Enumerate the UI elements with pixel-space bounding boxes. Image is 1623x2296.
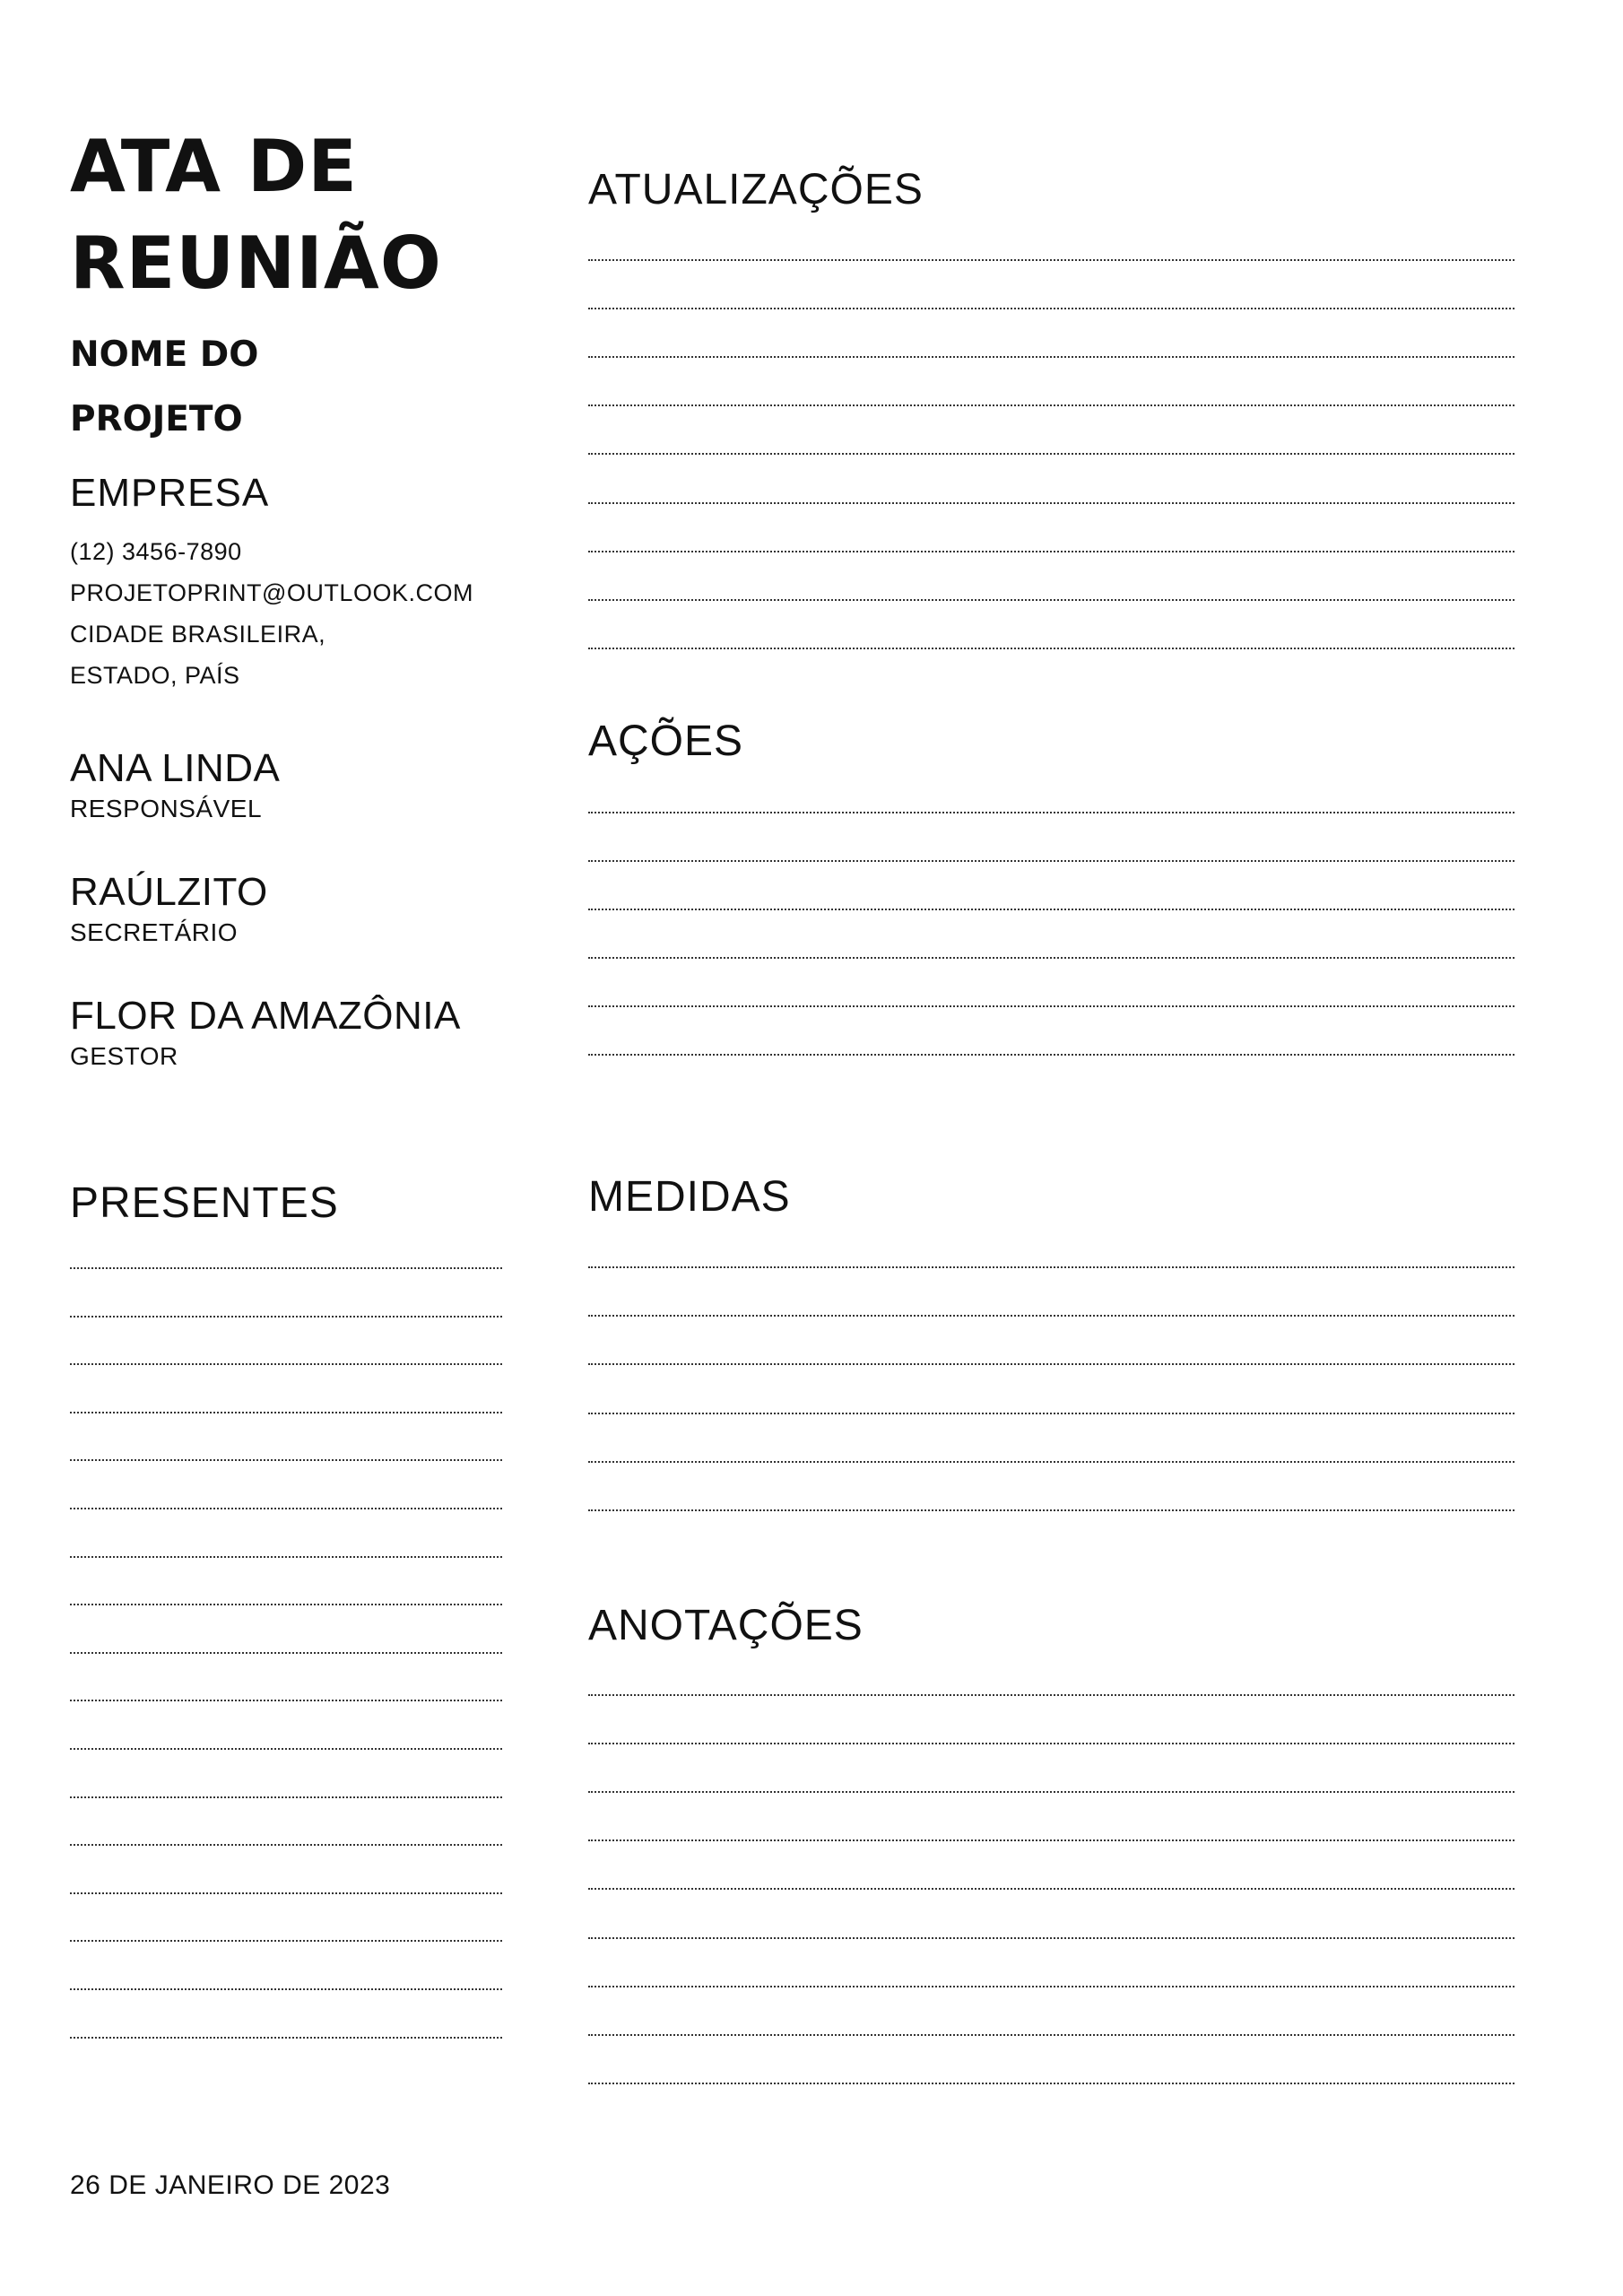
section-heading-acoes: AÇÕES: [588, 718, 744, 765]
writing-line: [588, 909, 1515, 910]
person-block: [70, 868, 536, 949]
writing-line: [70, 1604, 502, 1605]
project-line-2: PROJETO: [70, 399, 243, 439]
title-line-2: REUNIÃO: [70, 222, 442, 305]
writing-line: [70, 1844, 502, 1846]
writing-line: [588, 1791, 1515, 1793]
writing-line: [588, 453, 1515, 455]
writing-line: [70, 1459, 502, 1461]
writing-line: [588, 1509, 1515, 1511]
writing-line: [588, 1461, 1515, 1463]
document-title: [70, 118, 500, 312]
company-address-line-2: ESTADO, PAÍS: [70, 662, 240, 689]
writing-line: [588, 404, 1515, 406]
writing-line: [70, 1796, 502, 1798]
person-name: FLOR DA AMAZÔNIA: [70, 994, 461, 1038]
person-role: RESPONSÁVEL: [70, 795, 263, 822]
writing-line: [70, 1748, 502, 1750]
title-line-1: ATA DE: [70, 125, 358, 208]
section-heading-anotacoes: ANOTAÇÕES: [588, 1602, 864, 1649]
company-phone: (12) 3456-7890: [70, 538, 242, 565]
writing-line: [588, 1839, 1515, 1841]
writing-line: [70, 1652, 502, 1654]
writing-line: [588, 1694, 1515, 1696]
footer-date: 26 DE JANEIRO DE 2023: [70, 2170, 391, 2200]
writing-line: [588, 1363, 1515, 1365]
writing-line: [70, 1892, 502, 1894]
writing-line: [70, 1508, 502, 1509]
writing-line: [588, 356, 1515, 358]
writing-line: [70, 1267, 502, 1269]
writing-line: [588, 957, 1515, 959]
writing-line: [588, 1937, 1515, 1939]
writing-line: [588, 648, 1515, 649]
writing-line: [588, 259, 1515, 261]
writing-line: [70, 1363, 502, 1365]
writing-line: [588, 2083, 1515, 2084]
person-name: RAÚLZITO: [70, 870, 268, 914]
writing-line: [70, 1988, 502, 1990]
person-role: SECRETÁRIO: [70, 918, 239, 946]
writing-line: [70, 1700, 502, 1701]
section-heading-presentes: PRESENTES: [70, 1179, 339, 1227]
writing-line: [588, 1413, 1515, 1414]
person-role: GESTOR: [70, 1042, 178, 1070]
person-block: [70, 992, 536, 1073]
writing-line: [588, 1743, 1515, 1744]
company-email: PROJETOPRINT@OUTLOOK.COM: [70, 579, 473, 606]
company-address-line-1: CIDADE BRASILEIRA,: [70, 621, 326, 648]
person-block: [70, 744, 536, 825]
writing-line: [588, 1054, 1515, 1056]
writing-line: [588, 812, 1515, 813]
writing-line: [588, 1005, 1515, 1007]
writing-line: [70, 1556, 502, 1558]
writing-line: [588, 1888, 1515, 1890]
section-heading-atualizacoes: ATUALIZAÇÕES: [588, 166, 924, 213]
writing-line: [70, 2037, 502, 2039]
company-name: EMPRESA: [70, 471, 270, 515]
project-line-1: NOME DO: [70, 335, 259, 375]
writing-line: [588, 1986, 1515, 1987]
writing-line: [588, 599, 1515, 601]
section-heading-medidas: MEDIDAS: [588, 1173, 791, 1221]
writing-line: [588, 860, 1515, 862]
writing-line: [588, 308, 1515, 309]
writing-line: [588, 1315, 1515, 1317]
writing-line: [70, 1412, 502, 1413]
writing-line: [588, 1266, 1515, 1268]
writing-line: [70, 1316, 502, 1318]
person-name: ANA LINDA: [70, 746, 281, 790]
writing-line: [588, 551, 1515, 552]
project-name: [70, 323, 447, 452]
writing-line: [588, 2034, 1515, 2036]
writing-line: [70, 1940, 502, 1942]
company-contact: [70, 531, 536, 696]
writing-line: [588, 502, 1515, 504]
